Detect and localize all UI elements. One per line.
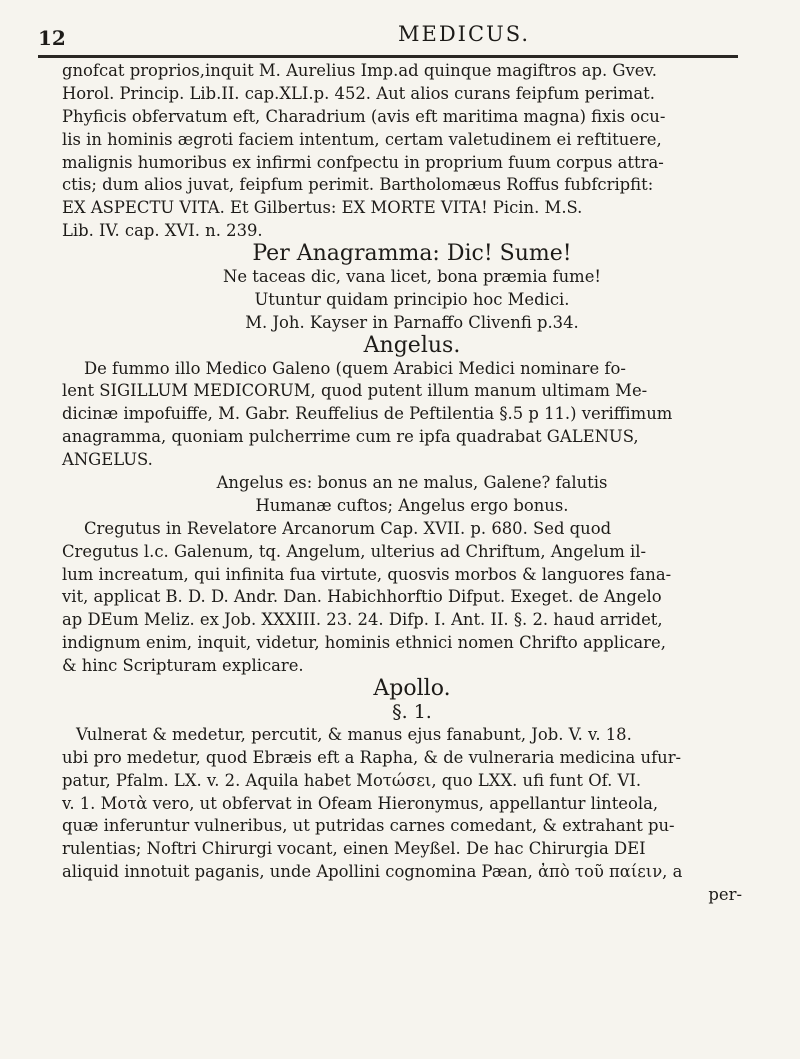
text-line: De fummo illo Medico Galeno (quem Arabici Medici nominare fo-: [84, 358, 626, 378]
text-line: EX ASPECTU VITA. Et Gilbertus: EX MORTE VITA! Picin. M.S.: [62, 198, 583, 218]
text-line: rulentias; Noftri Chirurgi vocant, einen Meyßel. De hac Chirurgia DEI: [62, 839, 646, 859]
text-line: malignis humoribus ex infirmi confpectu in proprium fuum corpus attra-: [62, 152, 664, 172]
citation-line: M. Joh. Kayser in Parnaffo Clivenfi p.34.: [245, 312, 579, 332]
text-line: Phyficis obfervatum eft, Charadrium (avis eft maritima magna) fixis ocu-: [62, 106, 666, 126]
text-line: patur, Pfalm. LX. v. 2. Aquila habet Μοτώσει, quo LXX. ufi funt Of. VI.: [62, 770, 642, 790]
text-body: [62, 60, 762, 907]
text-line: Cregutus in Revelatore Arcanorum Cap. XVII. p. 680. Sed quod: [84, 518, 612, 538]
text-line: ctis; dum alios juvat, feipfum perimit. Bartholomæus Roffus fubfcripfit:: [62, 175, 654, 195]
text-line: gnofcat proprios,inquit M. Aurelius Imp.ad quinque magiftros ap. Gvev.: [62, 61, 657, 80]
text-line: aliquid innotuit paganis, unde Apollini cognomina Pæan, ἀπὸ τοῦ παίειν, a: [62, 862, 683, 882]
paragraph-marker: §. 1.: [392, 700, 432, 723]
section-heading: Angelus.: [363, 332, 461, 358]
text-line: anagramma, quoniam pulcherrime cum re ipfa quadrabat GALENUS,: [62, 427, 639, 447]
text-line: dicinæ impofuiffe, M. Gabr. Reuffelius de Peftilentia §.5 p 11.) veriffimum: [62, 404, 673, 424]
text-line: lis in hominis ægroti faciem intentum, certam valetudinem ei reftituere,: [62, 129, 662, 149]
section-heading: Per Anagramma: Dic! Sume!: [252, 241, 572, 267]
text-line: ap DEum Meliz. ex Job. XXXIII. 23. 24. Difp. I. Ant. II. §. 2. haud arridet,: [62, 610, 663, 630]
text-line: lent SIGILLUM MEDICORUM, quod putent illum manum ultimam Me-: [62, 381, 648, 401]
running-title: MEDICUS.: [398, 22, 531, 46]
text-line: vit, applicat B. D. D. Andr. Dan. Habichhorftio Difput. Exeget. de Angelo: [62, 587, 662, 607]
verse-line: Ne taceas dic, vana licet, bona præmia fume!: [222, 267, 601, 287]
catchword: per-: [708, 885, 742, 905]
text-line: Horol. Princip. Lib.II. cap.XLI.p. 452. Aut alios curans feipfum perimat.: [62, 83, 655, 103]
section-heading: Apollo.: [373, 676, 451, 702]
text-line: ubi pro medetur, quod Ebræis eft a Rapha, & de vulneraria medicina ufur-: [62, 747, 682, 767]
header-rule: [38, 55, 738, 58]
text-line: Lib. IV. cap. XVI. n. 239.: [62, 221, 263, 241]
text-line: ANGELUS.: [62, 450, 153, 470]
text-line: Vulnerat & medetur, percutit, & manus ejus fanabunt, Job. V. v. 18.: [76, 724, 632, 744]
text-line: lum increatum, qui infinita fua virtute, quosvis morbos & languores fana-: [62, 564, 672, 584]
verse-line: Angelus es: bonus an ne malus, Galene? falutis: [216, 473, 608, 493]
text-line: quæ inferuntur vulneribus, ut putridas carnes comedant, & extrahant pu-: [62, 816, 675, 836]
verse-line: Utuntur quidam principio hoc Medici.: [254, 289, 570, 309]
text-line: indignum enim, inquit, videtur, hominis ethnici nomen Chrifto applicare,: [62, 633, 666, 653]
page-number: 12: [38, 26, 66, 50]
verse-line: Humanæ cuftos; Angelus ergo bonus.: [255, 495, 569, 515]
text-line: v. 1. Μοτὰ vero, ut obfervat in Ofeam Hieronymus, appellantur linteola,: [62, 793, 659, 813]
text-line: & hinc Scripturam explicare.: [62, 656, 304, 676]
text-line: Cregutus l.c. Galenum, tq. Angelum, ulterius ad Chriftum, Angelum il-: [62, 541, 646, 561]
page-header: [38, 18, 762, 48]
